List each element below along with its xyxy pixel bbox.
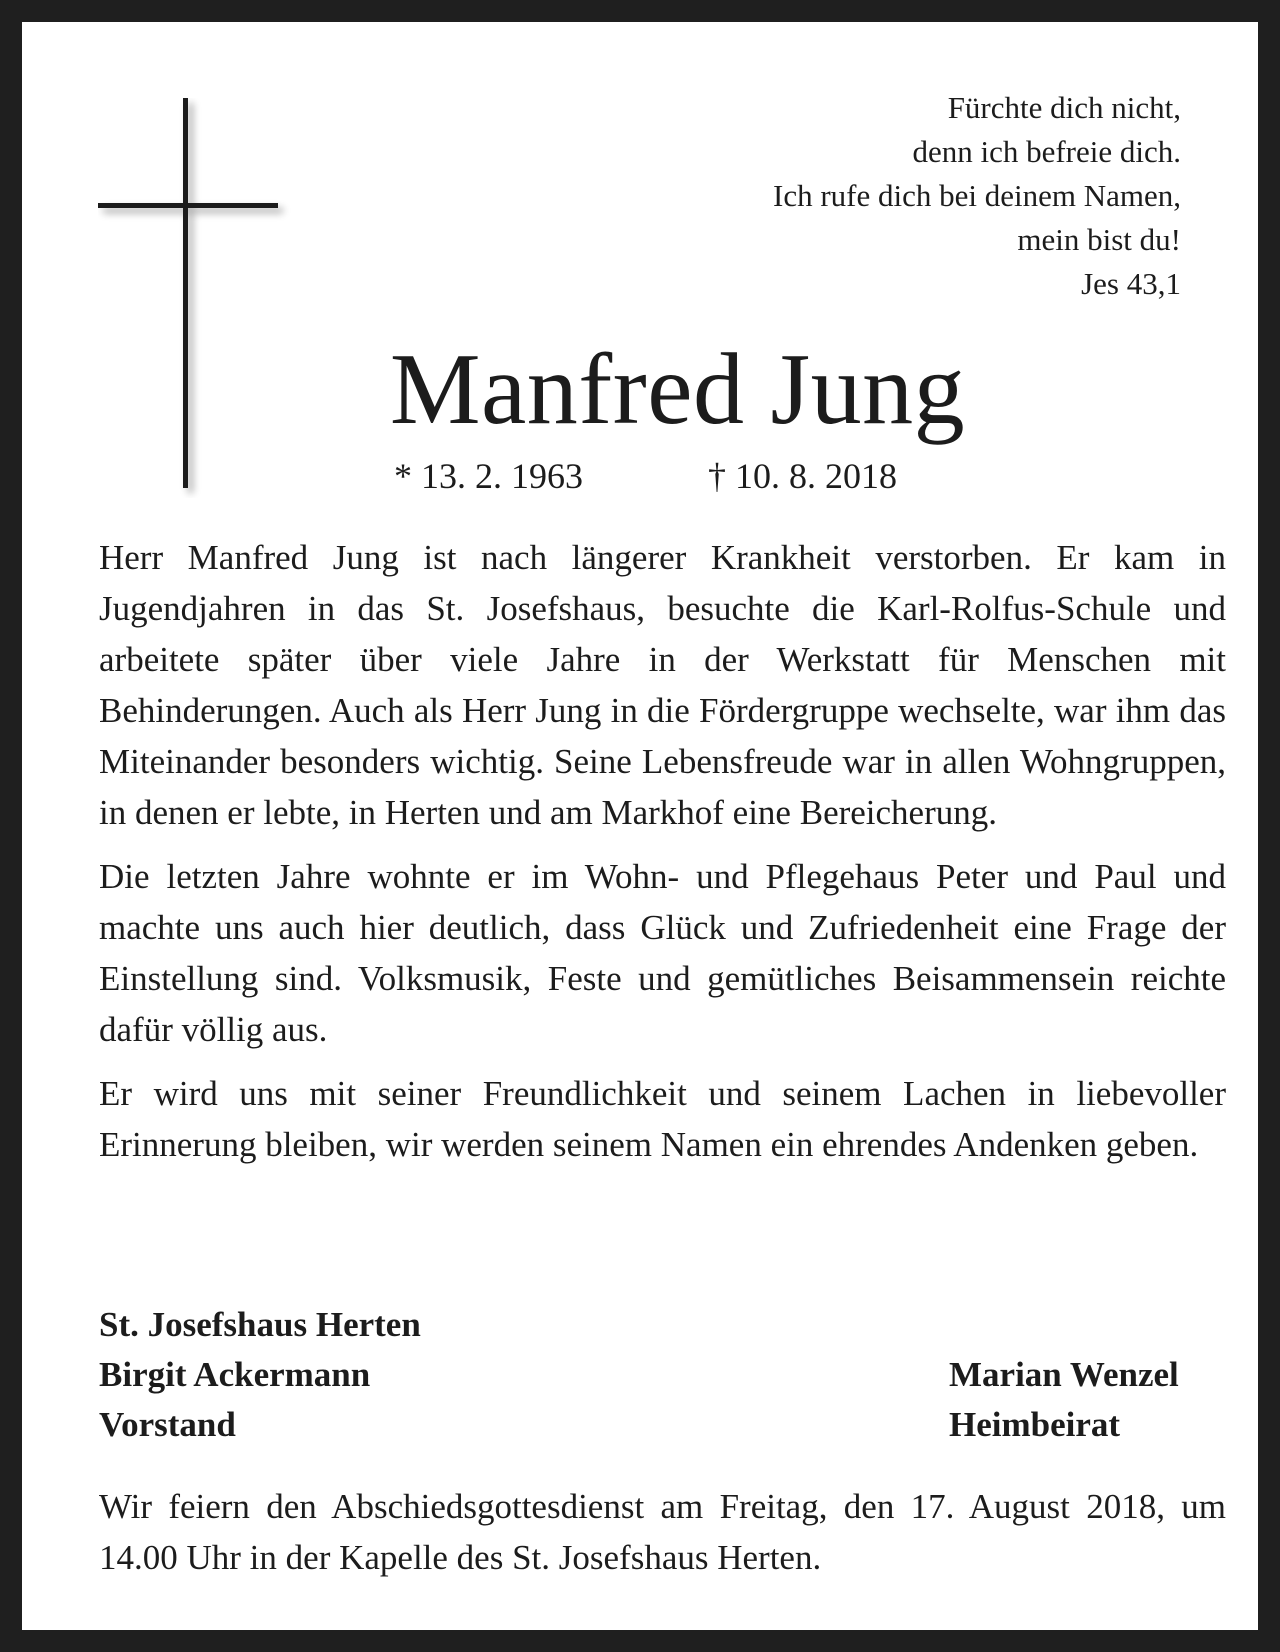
death-date: † 10. 8. 2018: [708, 456, 897, 496]
bible-verse: [561, 86, 1181, 306]
signatory-names-row: [99, 1350, 1226, 1400]
signatories: [99, 1300, 1226, 1450]
verse-reference: Jes 43,1: [1081, 266, 1181, 301]
signatory-left-name: Birgit Ackermann: [99, 1355, 371, 1394]
institution-name: St. Josefshaus Herten: [99, 1305, 421, 1344]
service-announcement: Wir feiern den Abschiedsgottesdienst am Freitag, den 17. August 2018, um 14.00 Uhr in der Kapelle des St. Josefshaus Herten.: [99, 1487, 1226, 1577]
signatory-roles-row: [99, 1400, 1226, 1450]
verse-line: mein bist du!: [1017, 222, 1181, 257]
signatory-right-name: Marian Wenzel: [949, 1355, 1179, 1394]
signatory-left-role: Vorstand: [99, 1405, 236, 1444]
verse-line: Fürchte dich nicht,: [947, 90, 1181, 125]
deceased-name: Manfred Jung: [389, 333, 966, 446]
verse-line: denn ich befreie dich.: [912, 134, 1181, 169]
obituary-paragraph: Er wird uns mit seiner Freundlichkeit und seinem Lachen in liebevoller Erinnerung bleiben, wir werden seinem Namen ein ehrendes Andenken geben.: [99, 1074, 1226, 1164]
birth-date: * 13. 2. 1963: [394, 456, 583, 496]
obituary-paragraph: Die letzten Jahre wohnte er im Wohn- und Pflegehaus Peter und Paul und machte uns auch hier deutlich, dass Glück und Zufriedenheit eine Frage der Einstellung sind. Volksmusik, Feste und gemütliches Beisammensein reichte dafür völlig aus.: [99, 857, 1226, 1049]
obituary-text: [99, 532, 1226, 1183]
signatory-right-role: Heimbeirat: [949, 1405, 1121, 1444]
obituary-paragraph: Herr Manfred Jung ist nach längerer Krankheit verstorben. Er kam in Jugendjahren in das St. Josefshaus, besuchte die Karl-Rolfus-Schule und arbeitete später über viele Jahre in der Werkstatt für Menschen mit Behinderungen. Auch als Herr Jung in die Fördergruppe wechselte, war ihm das Miteinander besonders wichtig. Seine Lebensfreude war in allen Wohngruppen, in denen er lebte, in Herten und am Markhof eine Bereicherung.: [99, 538, 1226, 832]
verse-line: Ich rufe dich bei deinem Namen,: [773, 178, 1181, 213]
